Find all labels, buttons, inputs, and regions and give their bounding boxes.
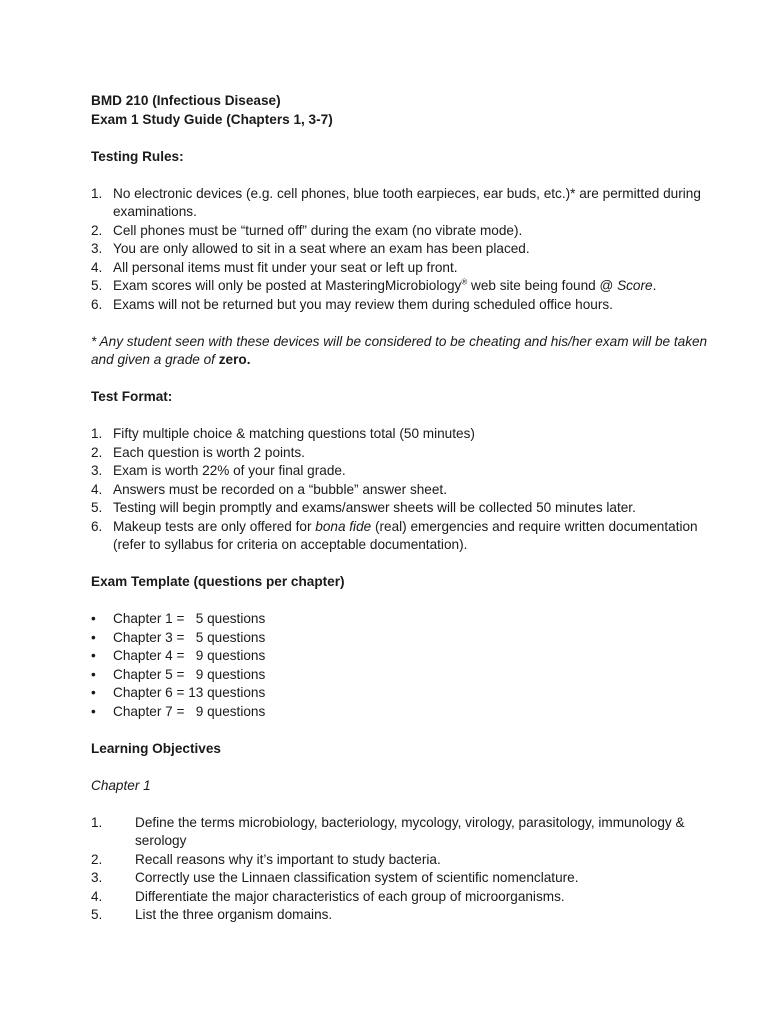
bullet: • — [91, 611, 96, 626]
item-number: 6. — [91, 518, 103, 534]
list-item — [91, 906, 708, 925]
list-item — [91, 296, 708, 315]
item-text: Correctly use the Linnaen classification system of scientific nomenclature. — [135, 870, 579, 885]
item-number: 3. — [91, 463, 103, 478]
item-text: List the three organism domains. — [135, 907, 333, 922]
bullet: • — [91, 685, 96, 700]
item-number: 5. — [91, 278, 103, 293]
testing-rules-list — [91, 185, 708, 315]
item-text: Chapter 5 = 9 questions — [113, 666, 266, 682]
list-item — [91, 499, 708, 518]
item-text: Chapter 4 = 9 questions — [113, 648, 266, 663]
item-text: Chapter 1 = 5 questions — [113, 611, 266, 626]
list-item — [91, 222, 708, 241]
item-text: Differentiate the major characteristics of each group of microorganisms. — [135, 888, 565, 904]
item-text: Exam scores will only be posted at MasteringMicrobiology — [113, 278, 462, 293]
list-item — [91, 684, 708, 703]
list-item — [91, 869, 708, 888]
bullet: • — [91, 666, 96, 682]
list-item — [91, 851, 708, 870]
item-text: Answers must be recorded on a “bubble” answer sheet. — [113, 481, 447, 497]
learning-objectives-heading: Learning Objectives — [91, 740, 221, 756]
item-text: Chapter 6 = 13 questions — [113, 685, 266, 700]
list-item — [91, 481, 708, 500]
list-item — [91, 703, 708, 722]
item-text: Define the terms microbiology, bacteriology, mycology, virology, parasitology, immunology & serology — [135, 814, 685, 848]
item-emphasis: Score — [617, 278, 653, 293]
exam-title: Exam 1 Study Guide (Chapters 1, 3-7) — [91, 111, 333, 127]
test-format-list — [91, 425, 708, 555]
bullet: • — [91, 629, 96, 645]
item-number: 3. — [91, 870, 103, 885]
warning-note: * Any student seen with these devices will be considered to be cheating and his/her exam will be taken and given a grade of zero. — [91, 333, 708, 367]
item-number: 2. — [91, 222, 103, 238]
testing-rules-heading: Testing Rules: — [91, 148, 184, 164]
list-item — [91, 629, 708, 648]
list-item — [91, 185, 708, 222]
item-text: Each question is worth 2 points. — [113, 444, 305, 460]
item-text: web site being found @ — [467, 278, 618, 293]
list-item — [91, 814, 708, 851]
item-number: 2. — [91, 851, 103, 867]
bullet: • — [91, 648, 96, 663]
course-title: BMD 210 (Infectious Disease) — [91, 93, 281, 108]
list-item — [91, 259, 708, 278]
test-format-heading: Test Format: — [91, 389, 173, 404]
item-text: Chapter 7 = 9 questions — [113, 703, 266, 719]
item-text: (real) emergencies and require written documentation (refer to syllabus for criteria on acceptable documentation). — [113, 518, 698, 552]
warning-bold: zero — [218, 352, 247, 367]
list-item — [91, 610, 708, 629]
item-number: 1. — [91, 426, 103, 441]
list-item — [91, 462, 708, 481]
item-text: . — [652, 278, 657, 293]
list-item — [91, 888, 708, 907]
exam-template-heading: Exam Template (questions per chapter) — [91, 574, 345, 589]
list-item — [91, 647, 708, 666]
item-number: 5. — [91, 500, 103, 515]
list-item — [91, 277, 708, 296]
item-number: 4. — [91, 888, 103, 904]
list-item — [91, 444, 708, 463]
item-number: 6. — [91, 296, 103, 312]
learning-objectives-list — [91, 814, 708, 925]
item-text: Testing will begin promptly and exams/answer sheets will be collected 50 minutes later. — [113, 500, 636, 515]
item-text: You are only allowed to sit in a seat where an exam has been placed. — [113, 241, 530, 256]
list-item — [91, 240, 708, 259]
item-number: 5. — [91, 907, 103, 922]
item-number: 4. — [91, 259, 103, 275]
item-text: Fifty multiple choice & matching questions total (50 minutes) — [113, 426, 475, 441]
item-emphasis: bona fide — [315, 518, 372, 534]
item-text: Exams will not be returned but you may review them during scheduled office hours. — [113, 296, 613, 312]
item-text: Cell phones must be “turned off” during the exam (no vibrate mode). — [113, 222, 523, 238]
item-text: Makeup tests are only offered for — [113, 518, 316, 534]
registered-mark: ® — [461, 277, 468, 287]
list-item — [91, 518, 708, 555]
item-text: Exam is worth 22% of your final grade. — [113, 463, 346, 478]
item-number: 1. — [91, 814, 103, 830]
item-text: Chapter 3 = 5 questions — [113, 629, 266, 645]
item-number: 2. — [91, 444, 103, 460]
chapter-title: Chapter 1 — [91, 777, 151, 793]
item-number: 1. — [91, 185, 103, 201]
item-number: 4. — [91, 481, 103, 497]
item-text: Recall reasons why it’s important to study bacteria. — [135, 851, 441, 867]
list-item — [91, 666, 708, 685]
item-number: 3. — [91, 241, 103, 256]
item-text: All personal items must fit under your seat or left up front. — [113, 259, 458, 275]
list-item — [91, 425, 708, 444]
bullet: • — [91, 703, 96, 719]
exam-template-list — [91, 610, 708, 721]
item-text: No electronic devices (e.g. cell phones, blue tooth earpieces, ear buds, etc.)* are permitted during examinations. — [113, 185, 701, 219]
